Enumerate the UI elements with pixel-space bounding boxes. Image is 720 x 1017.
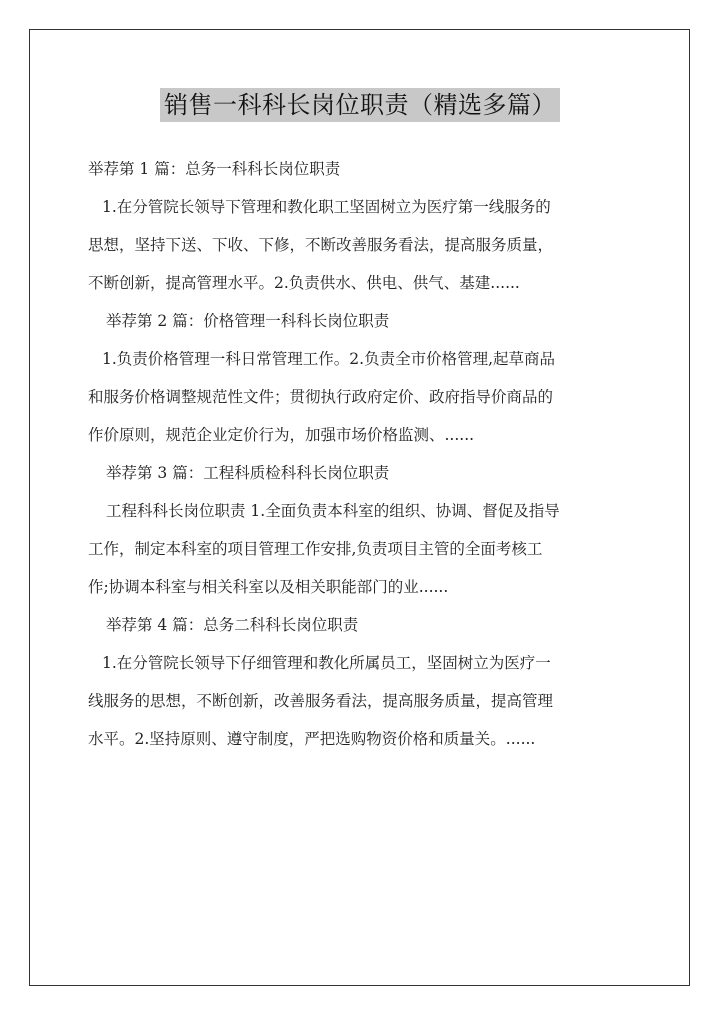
section-2-line-2: 和服务价格调整规范性文件；贯彻执行政府定价、政府指导价商品的	[88, 388, 554, 406]
section-1-line-3: 不断创新，提高管理水平。2.负责供水、供电、供气、基建......	[88, 274, 520, 292]
section-2-line-1: 1.负责价格管理一科日常管理工作。2.负责全市价格管理,起草商品	[102, 350, 556, 368]
section-1-line-2: 思想，坚持下送、下收、下修，不断改善服务看法，提高服务质量，	[88, 236, 554, 254]
section-3-line-2: 工作，制定本科室的项目管理工作安排,负责项目主管的全面考核工	[88, 540, 543, 558]
section-4-line-3: 水平。2.坚持原则、遵守制度，严把选购物资价格和质量关。......	[88, 730, 536, 748]
document-title: 销售一科科长岗位职责（精选多篇）	[160, 88, 560, 122]
section-heading-4: 举荐第 4 篇：总务二科科长岗位职责	[106, 616, 359, 634]
section-4-line-2: 线服务的思想，不断创新，改善服务看法，提高服务质量，提高管理	[88, 692, 554, 710]
document-title-block	[0, 88, 720, 122]
section-heading-3: 举荐第 3 篇：工程科质检科科长岗位职责	[106, 464, 390, 482]
section-4-line-1: 1.在分管院长领导下仔细管理和教化所属员工，坚固树立为医疗一	[102, 654, 551, 672]
section-3-line-1: 工程科科长岗位职责 1.全面负责本科室的组织、协调、督促及指导	[106, 502, 560, 520]
section-2-line-3: 作价原则，规范企业定价行为，加强市场价格监测、......	[88, 426, 475, 444]
section-1-line-1: 1.在分管院长领导下管理和教化职工坚固树立为医疗第一线服务的	[102, 198, 551, 216]
document-body	[88, 150, 636, 758]
section-3-line-3: 作;协调本科室与相关科室以及相关职能部门的业......	[88, 578, 449, 596]
section-heading-1: 举荐第 1 篇：总务一科科长岗位职责	[88, 160, 341, 178]
section-heading-2: 举荐第 2 篇：价格管理一科科长岗位职责	[106, 312, 390, 330]
